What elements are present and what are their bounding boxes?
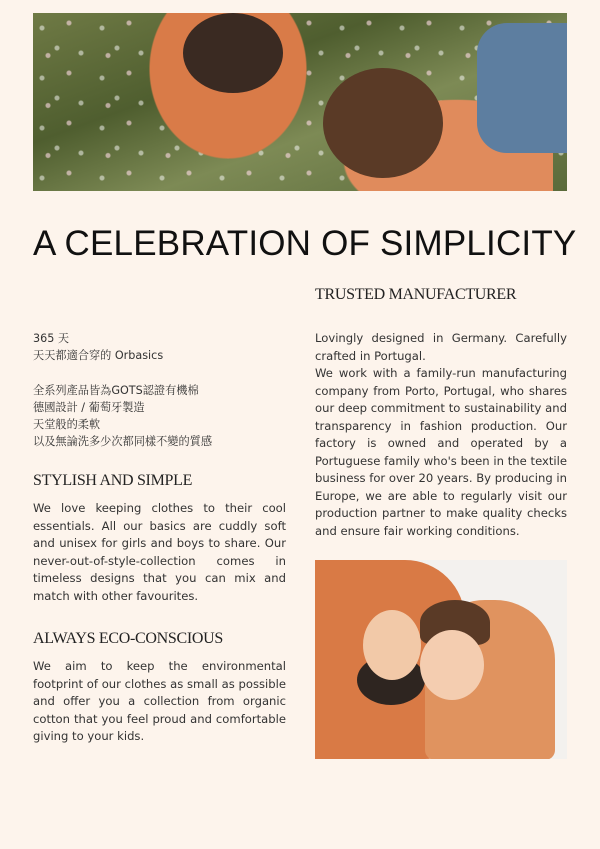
jeans [477, 23, 567, 153]
stylish-text: We love keeping clothes to their cool essentials. All our basics are cuddly soft and unisex for girls and boys to share. Our never-out-of-style-collection comes in timeless designs that you can mix and match with other favourites. [33, 501, 286, 603]
zh-line-design: 德國設計 / 葡萄牙製造 [33, 401, 145, 414]
kid-face-2 [420, 630, 484, 700]
kid-hair [183, 13, 283, 93]
hero-photo-kids-on-grass [33, 13, 567, 191]
zh-line-gots: 全系列產品皆為GOTS認證有機棉 [33, 384, 199, 397]
page-title: A CELEBRATION OF SIMPLICITY [33, 224, 577, 263]
zh-line-orbasics: 天天都適合穿的 Orbasics [33, 349, 164, 362]
photo-two-kids-lying [315, 560, 567, 759]
heading-trusted-manufacturer: TRUSTED MANUFACTURER [315, 286, 517, 303]
kid-face [363, 610, 421, 680]
zh-line-soft: 天堂般的柔軟 [33, 418, 101, 431]
zh-line-quality: 以及無論洗多少次都同樣不變的質感 [33, 435, 213, 448]
heading-eco-conscious: ALWAYS ECO-CONSCIOUS [33, 630, 224, 647]
zh-line-365: 365 天 [33, 332, 70, 345]
eco-text: We aim to keep the environmental footprint of our clothes as small as possible and offer you a collection from organic cotton that you feel proud and comfortable giving to your kids. [33, 659, 286, 743]
trusted-text-intro: Lovingly designed in Germany. Carefully crafted in Portugal. [315, 331, 567, 363]
kid-hair-2 [323, 68, 443, 178]
trusted-text-main: We work with a family-run manufacturing company from Porto, Portugal, who shares our deep commitment to sustainability and transparency in fashion production. Our factory is owned and operated by a Portuguese family who's been in the textile business for over 20 years. By producing in Europe, we are able to regularly visit our production partner to make quality checks and ensure fair working conditions. [315, 366, 567, 538]
heading-stylish-simple: STYLISH AND SIMPLE [33, 472, 193, 489]
